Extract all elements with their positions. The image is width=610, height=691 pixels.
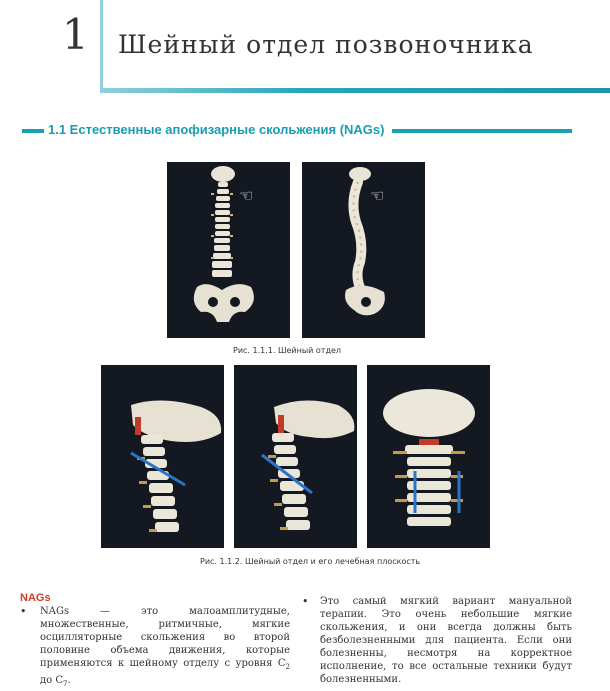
cervical-posterior-photo bbox=[367, 365, 490, 548]
subscript-2: 2 bbox=[285, 663, 290, 671]
spine-front-photo bbox=[167, 162, 290, 338]
header-rule bbox=[100, 88, 610, 93]
subscript-7: 7 bbox=[63, 680, 68, 688]
figure-1-caption: Рис. 1.1.1. Шейный отдел bbox=[233, 346, 342, 355]
figure-2-caption: Рис. 1.1.2. Шейный отдел и его лечебная плоскость bbox=[200, 557, 421, 566]
cervical-side-photo-2 bbox=[234, 365, 357, 548]
pointing-hand-icon: ☜ bbox=[239, 186, 254, 205]
nags-right-paragraph: Это самый мягкий вариант мануальной терапии. Это очень небольшие мягкие скольжения, и они всегда должны быть безболезненными для пациента. Если они болезненны, несмотря на корректное исполнение, то все остальные техники будут болезненными. bbox=[320, 596, 572, 685]
pointing-hand-icon: ☜ bbox=[370, 186, 385, 205]
chapter-number: 1 bbox=[62, 10, 89, 59]
nags-left-text: NAGs — это малоамплитудные, множественные, ритмичные, мягкие осцилляторные скольжения во второй половине объема движения, которые применяются к шейному отделу с уровня C bbox=[40, 606, 290, 669]
chapter-title: Шейный отдел позвоночника bbox=[118, 30, 534, 59]
cervical-side-photo-1 bbox=[101, 365, 224, 548]
section-rule-right bbox=[392, 129, 572, 133]
nags-left-paragraph bbox=[40, 605, 290, 691]
section-heading: 1.1 Естественные апофизарные скольжения (NAGs) bbox=[48, 122, 385, 137]
spine-side-photo bbox=[302, 162, 425, 338]
nags-left-text-end: . bbox=[67, 675, 71, 686]
nags-heading: NAGs bbox=[20, 592, 51, 604]
bullet-marker-left: • bbox=[20, 605, 27, 618]
chapter-divider bbox=[100, 0, 103, 88]
section-rule-left bbox=[22, 129, 44, 133]
bullet-marker-right: • bbox=[302, 595, 309, 608]
nags-left-text-mid: до C bbox=[40, 675, 64, 686]
